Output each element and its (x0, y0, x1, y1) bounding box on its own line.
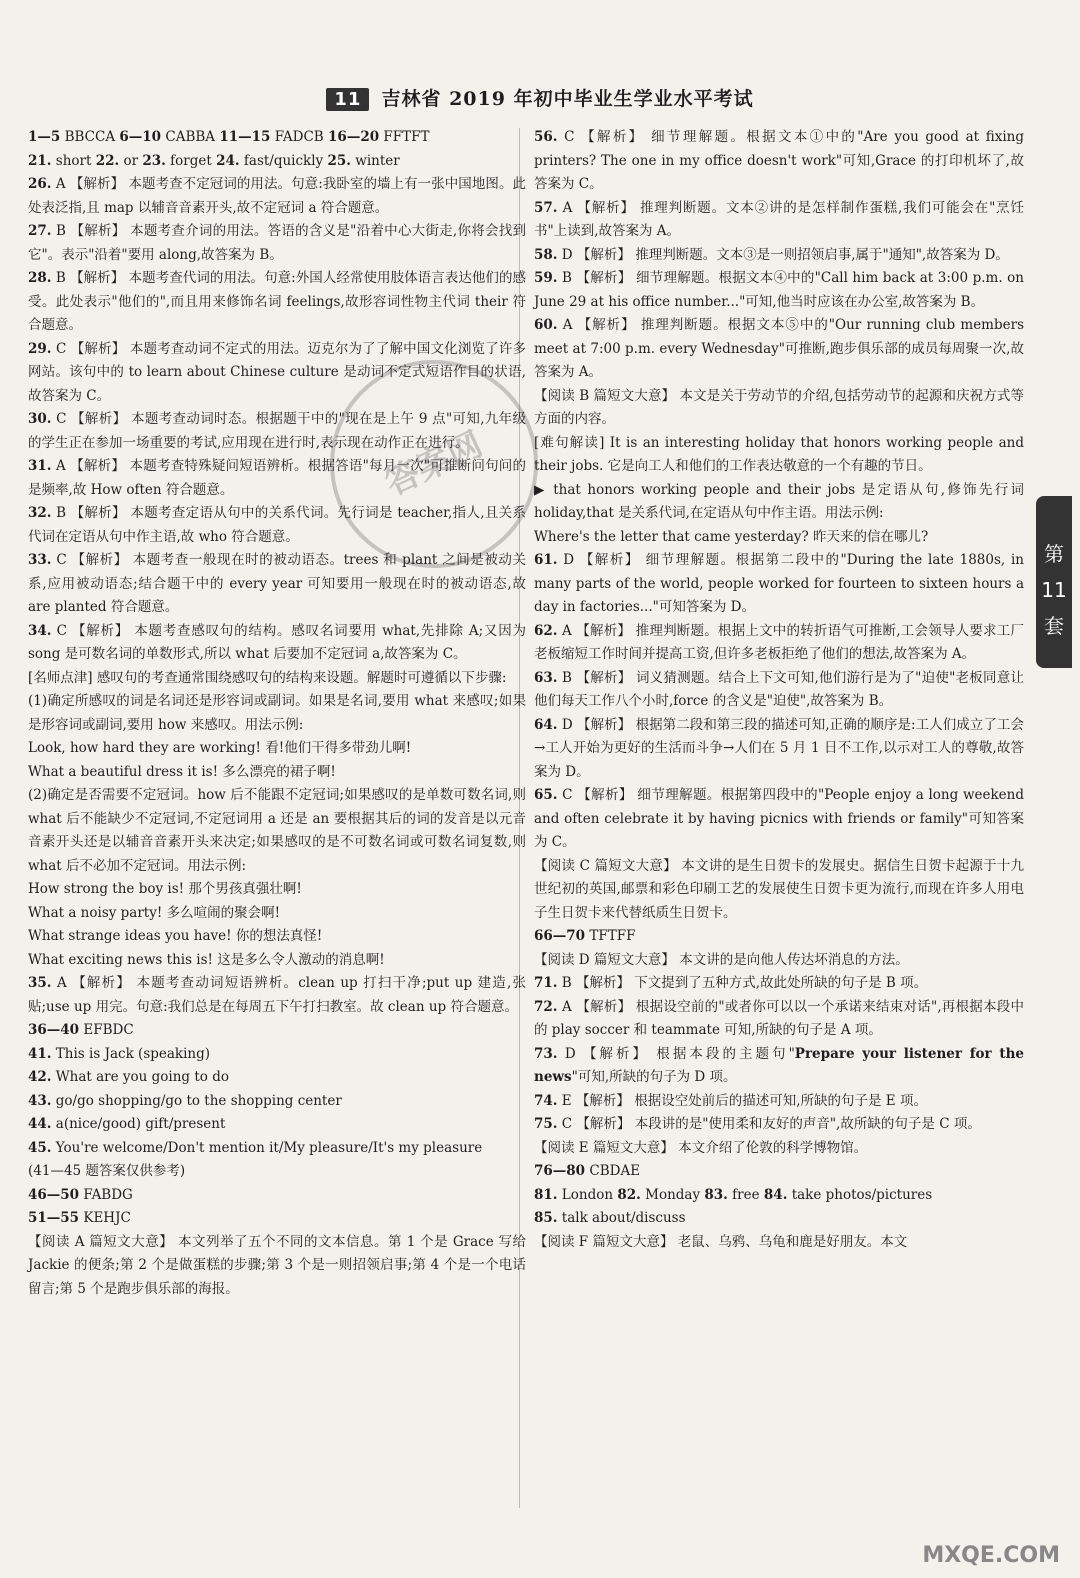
answer-line: 71. B 【解析】 下文提到了五种方式,故此处所缺的句子是 B 项。 (534, 975, 928, 991)
set-number-badge: 11 (326, 88, 369, 111)
answer-line: 81. London 82. Monday 83. free 84. take photos/pictures (534, 1186, 933, 1203)
answer-line: 62. A 【解析】 推理判断题。根据上文中的转折语气可推断,工会领导人要求工厂老板缩短工作时间并提高工资,但许多老板拒绝了他们的想法,故答案为 A。 (534, 622, 1024, 662)
answer-line: 41. This is Jack (speaking) (28, 1045, 211, 1062)
answer-line: 63. B 【解析】 词义猜测题。结合上下文可知,他们游行是为了"迫使"老板同意让他们每天工作八个小时,force 的含义是"迫使",故答案为 B。 (534, 669, 1024, 709)
answer-line: [名师点津] 感叹句的考查通常围绕感叹句的结构来设题。解题时可遵循以下步骤: (28, 669, 507, 686)
side-tab: 第 11 套 (1036, 496, 1072, 668)
answer-line: 66—70 TFTFF (534, 928, 636, 944)
answer-line: 33. C 【解析】 本题考查一般现在时的被动语态。trees 和 plant 之间是被动关系,应用被动语态;结合题干中的 every year 可知要用一般现在时的被动语态,故 are planted 符合题意。 (28, 552, 526, 615)
answer-line: 36—40 EFBDC (28, 1022, 134, 1038)
exam-title: 吉林省 2019 年初中毕业生学业水平考试 (381, 88, 754, 110)
answer-line: 60. A 【解析】 推理判断题。根据文本⑤中的"Our running club members meet at 7:00 p.m. every Wednesday"可推断,跑步俱乐部的成员每周聚一次,故答案为 A。 (534, 317, 1024, 380)
answer-line: 59. B 【解析】 细节理解题。根据文本④中的"Call him back at 3:00 p.m. on June 29 at his office number..."可知,他当时应该在办公室,故答案为 B。 (534, 270, 1024, 310)
right-column (534, 126, 1024, 1254)
answer-line: 46—50 FABDG (28, 1186, 133, 1203)
answer-line: 51—55 KEHJC (28, 1210, 131, 1226)
answer-line: ▶ that honors working people and their jobs 是定语从句,修饰先行词 holiday,that 是关系代词,在定语从句中作主语。用法示例: (534, 481, 1024, 521)
answer-line: 【阅读 A 篇短文大意】 本文列举了五个不同的文本信息。第 1 个是 Grace 写给 Jackie 的便条;第 2 个是做蛋糕的步骤;第 3 个是一则招领启事;第 4 个是一个电话留言;第 5 个是跑步俱乐部的海报。 (28, 1233, 526, 1297)
answer-line: 【阅读 D 篇短文大意】 本文讲的是向他人传达坏消息的方法。 (534, 951, 909, 968)
answer-line: 27. B 【解析】 本题考查介词的用法。答语的含义是"沿着中心大街走,你将会找到它"。表示"沿着"要用 along,故答案为 B。 (28, 223, 526, 263)
answer-line: 43. go/go shopping/go to the shopping center (28, 1092, 342, 1109)
answer-line: What strange ideas you have! 你的想法真怪! (28, 928, 323, 944)
answer-line: 58. D 【解析】 推理判断题。文本③是一则招领启事,属于"通知",故答案为 D。 (534, 246, 1009, 263)
watermark-stamp: 答案网 (296, 326, 572, 602)
answer-line: 74. E 【解析】 根据设空处前后的描述可知,所缺的句子是 E 项。 (534, 1092, 927, 1109)
answer-line: 44. a(nice/good) gift/present (28, 1116, 226, 1132)
answer-line: 72. A 【解析】 根据设空前的"或者你可以以一个承诺来结束对话",再根据本段中的 play soccer 和 teammate 可知,所缺的句子是 A 项。 (534, 998, 1024, 1038)
answer-line: [难句解读] It is an interesting holiday that honors working people and their jobs. 它是向工人和他们的工作表达敬意的一个有趣的节日。 (534, 434, 1024, 474)
answer-line: Look, how hard they are working! 看!他们干得多带劲儿啊! (28, 740, 412, 756)
answer-line: What exciting news this is! 这是多么令人激动的消息啊! (28, 951, 385, 968)
answer-line: 【阅读 E 篇短文大意】 本文介绍了伦敦的科学博物馆。 (534, 1139, 868, 1156)
answer-line: 【阅读 C 篇短文大意】 本文讲的是生日贺卡的发展史。据信生日贺卡起源于十九世纪初的英国,邮票和彩色印刷工艺的发展使生日贺卡更为流行,而现在许多人用电子生日贺卡来代替纸质生日贺卡。 (534, 857, 1024, 921)
answer-line: 64. D 【解析】 根据第二段和第三段的描述可知,正确的顺序是:工人们成立了工会→工人开始为更好的生活而斗争→人们在 5 月 1 日不工作,以示对工人的尊敬,故答案为 D。 (534, 716, 1024, 780)
answer-line: 35. A 【解析】 本题考查动词短语辨析。clean up 打扫干净;put up 建造,张贴;use up 用完。句意:我们总是在每周五下午打扫教室。故 clean up 符合题意。 (28, 975, 526, 1015)
answer-line: What a noisy party! 多么喧闹的聚会啊! (28, 904, 280, 921)
answer-line: 30. C 【解析】 本题考查动词时态。根据题干中的"现在是上午 9 点"可知,九年级的学生正在参加一场重要的考试,应用现在进行时,表示现在动作正在进行。 (28, 411, 526, 451)
answer-line: 26. A 【解析】 本题考查不定冠词的用法。句意:我卧室的墙上有一张中国地图。此处表泛指,且 map 以辅音音素开头,故不定冠词 a 符合题意。 (28, 176, 526, 216)
answer-line: (2)确定是否需要不定冠词。how 后不能跟不定冠词;如果感叹的是单数可数名词,则 what 后不能缺少不定冠词,不定冠词用 a 还是 an 要根据其后的词的发音是以元音音素开头还是以辅音音素开头来决定;如果感叹的是不可数名词或可数名词复数,则 what 后不必加不定冠词。用法示例: (28, 787, 526, 874)
answer-line: 76—80 CBDAE (534, 1163, 641, 1179)
answer-line: 29. C 【解析】 本题考查动词不定式的用法。迈克尔为了了解中国文化浏览了许多网站。该句中的 to learn about Chinese culture 是动词不定式短语作目的状语,故答案为 C。 (28, 340, 526, 404)
answer-line: 61. D 【解析】 细节理解题。根据第二段中的"During the late 1880s, in many parts of the world, people worked for fourteen to sixteen hours a day in factories..."可知答案为 D。 (534, 552, 1024, 615)
site-watermark: MXQE.COM (922, 1543, 1060, 1568)
left-column (28, 126, 526, 1301)
answer-line: 31. A 【解析】 本题考查特殊疑问短语辨析。根据答语"每月一次"可推断问句问的是频率,故 How often 符合题意。 (28, 458, 526, 498)
answer-line: 73. D 【解析】 根据本段的主题句"Prepare your listener for the news"可知,所缺的句子为 D 项。 (534, 1045, 1024, 1085)
answer-line: 42. What are you going to do (28, 1069, 229, 1085)
answer-line: (41—45 题答案仅供参考) (28, 1163, 186, 1179)
page-title (0, 84, 1080, 111)
answer-line: How strong the boy is! 那个男孩真强壮啊! (28, 881, 302, 897)
answer-line: Where's the letter that came yesterday? 昨天来的信在哪儿? (534, 528, 929, 545)
answer-line: 85. talk about/discuss (534, 1210, 686, 1226)
answer-line: What a beautiful dress it is! 多么漂亮的裙子啊! (28, 763, 336, 780)
answer-line: 【阅读 F 篇短文大意】 老鼠、乌鸦、乌龟和鹿是好朋友。本文 (534, 1233, 908, 1250)
answer-line: 21. short 22. or 23. forget 24. fast/quickly 25. winter (28, 152, 400, 169)
answer-line: 28. B 【解析】 本题考查代词的用法。句意:外国人经常使用肢体语言表达他们的感受。此处表示"他们的",而且用来修饰名词 feelings,故形容词性物主代词 their 符合题意。 (28, 270, 526, 333)
answer-line: 【阅读 B 篇短文大意】 本文是关于劳动节的介绍,包括劳动节的起源和庆祝方式等方面的内容。 (534, 387, 1024, 427)
answer-line: 32. B 【解析】 本题考查定语从句中的关系代词。先行词是 teacher,指人,且关系代词在定语从句中作主语,故 who 符合题意。 (28, 505, 526, 545)
answer-line: 45. You're welcome/Don't mention it/My pleasure/It's my pleasure (28, 1139, 483, 1156)
answer-line: 65. C 【解析】 细节理解题。根据第四段中的"People enjoy a long weekend and often celebrate it by having picnics with friends or family"可知答案为 C。 (534, 787, 1024, 850)
answer-line: 56. C 【解析】 细节理解题。根据文本①中的"Are you good at fixing printers? The one in my office doesn't work"可知,Grace 的打印机坏了,故答案为 C。 (534, 129, 1024, 192)
answer-line: 34. C 【解析】 本题考查感叹句的结构。感叹名词要用 what,先排除 A;又因为 song 是可数名词的单数形式,所以 what 后要加不定冠词 a,故答案为 C。 (28, 622, 526, 662)
answer-line: 1—5 BBCCA 6—10 CABBA 11—15 FADCB 16—20 FFTFT (28, 129, 430, 145)
answer-line: 57. A 【解析】 推理判断题。文本②讲的是怎样制作蛋糕,我们可能会在"烹饪书"上读到,故答案为 A。 (534, 199, 1024, 239)
answer-line: (1)确定所感叹的词是名词还是形容词或副词。如果是名词,要用 what 来感叹;如果是形容词或副词,要用 how 来感叹。用法示例: (28, 693, 526, 733)
answer-line: 75. C 【解析】 本段讲的是"使用柔和友好的声音",故所缺的句子是 C 项。 (534, 1116, 981, 1132)
